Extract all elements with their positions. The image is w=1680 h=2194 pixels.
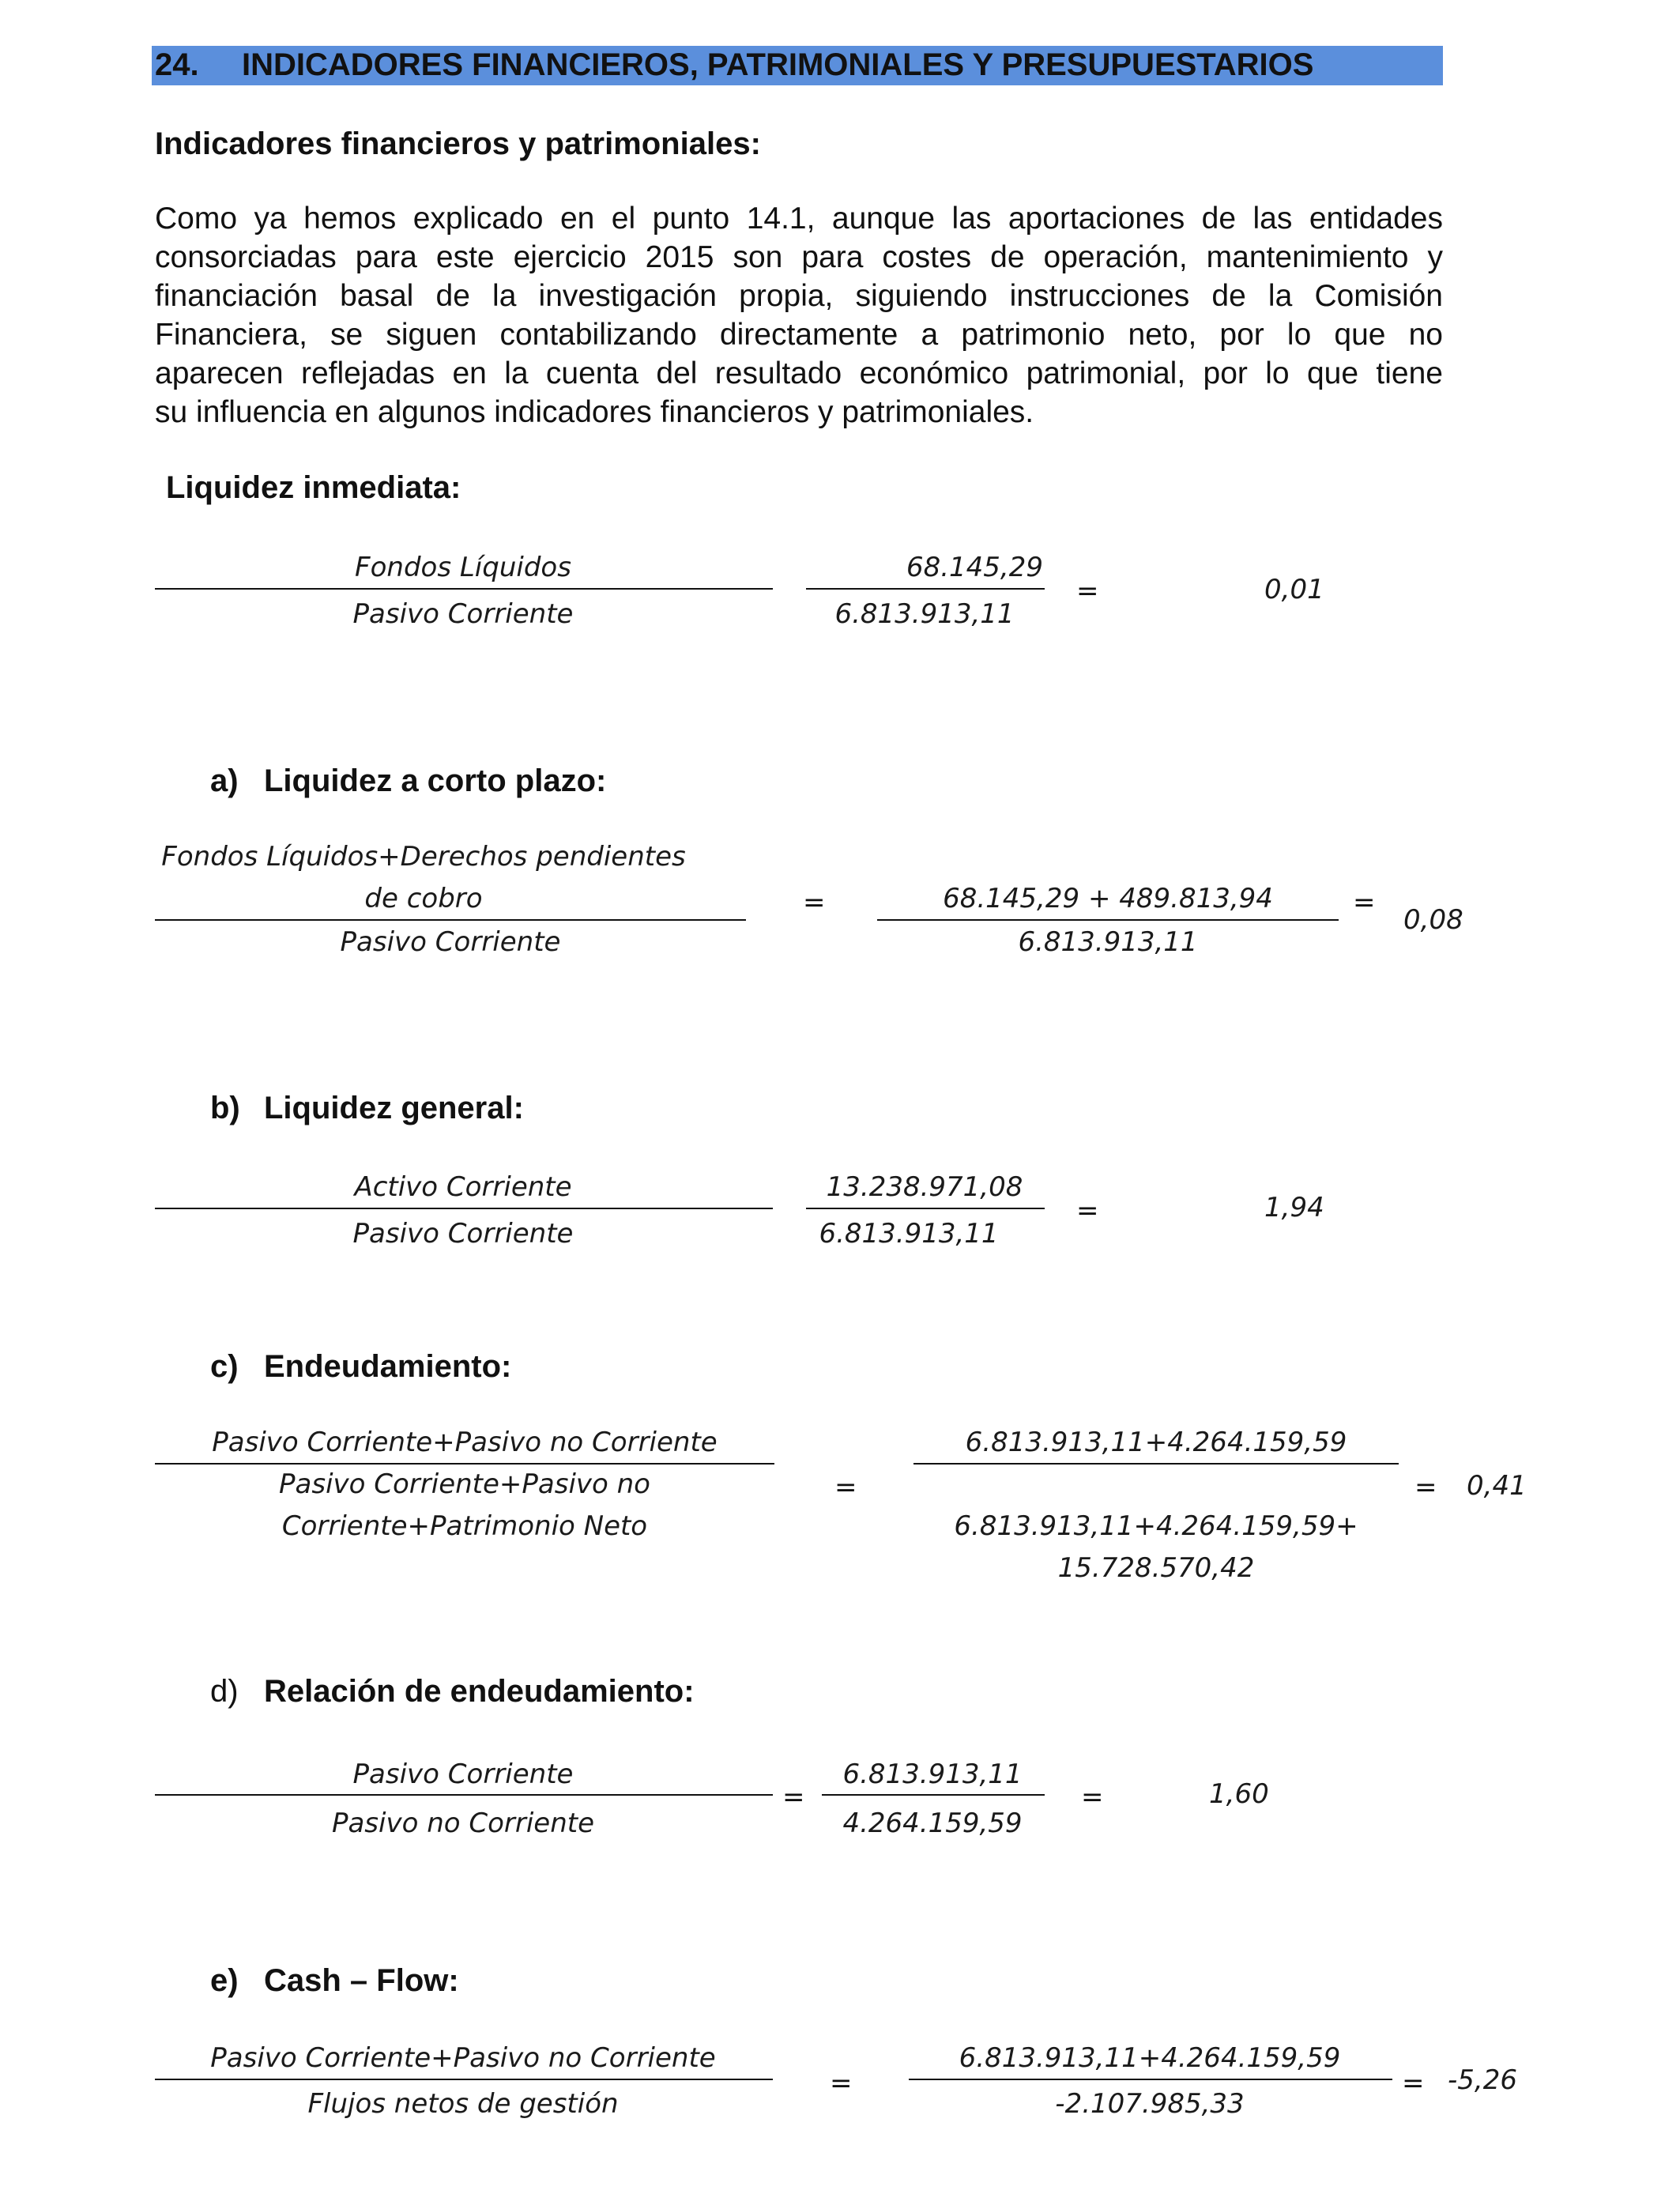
denominator-label: Pasivo Corriente bbox=[340, 926, 561, 958]
item-letter: c) bbox=[210, 1349, 239, 1384]
fraction-bar bbox=[155, 1794, 773, 1796]
numerator-value: 6.813.913,11 bbox=[842, 1759, 1023, 1790]
numerator-label: de cobro bbox=[364, 883, 483, 914]
numerator-value: 68.145,29 + 489.813,94 bbox=[943, 883, 1273, 914]
equals-sign: = bbox=[803, 887, 826, 918]
denominator-label: Pasivo Corriente bbox=[352, 1218, 574, 1250]
fraction-bar bbox=[155, 2079, 773, 2080]
liquidez-inmediata-heading: Liquidez inmediata: bbox=[166, 470, 461, 505]
denominator-value: 6.813.913,11 bbox=[819, 1218, 999, 1250]
fraction-bar bbox=[155, 1208, 773, 1209]
denominator-label: Pasivo Corriente+Pasivo no bbox=[279, 1468, 650, 1500]
equals-sign: = bbox=[782, 1781, 805, 1813]
paragraph-line: Financiera, se siguen contabilizando directamente a patrimonio neto, por lo que no bbox=[155, 318, 1443, 352]
numerator-label: Activo Corriente bbox=[354, 1171, 572, 1203]
fraction-bar bbox=[913, 1463, 1399, 1465]
paragraph-line: financiación basal de la investigación propia, siguiendo instrucciones de la Comisión bbox=[155, 279, 1443, 313]
denominator-value: 4.264.159,59 bbox=[842, 1808, 1023, 1839]
numerator-value: 6.813.913,11+4.264.159,59 bbox=[959, 2042, 1341, 2074]
denominator-label: Corriente+Patrimonio Neto bbox=[281, 1510, 648, 1542]
item-letter: b) bbox=[210, 1091, 240, 1125]
equals-sign: = bbox=[834, 1472, 857, 1503]
result-value: 0,41 bbox=[1467, 1470, 1527, 1502]
denominator-label: Pasivo no Corriente bbox=[331, 1808, 595, 1839]
equals-sign: = bbox=[830, 2068, 853, 2099]
denominator-label: Flujos netos de gestión bbox=[307, 2088, 619, 2120]
denominator-value: 6.813.913,11+4.264.159,59+ bbox=[954, 1510, 1358, 1542]
fraction-bar bbox=[155, 919, 746, 921]
numerator-label: Fondos Líquidos+Derechos pendientes bbox=[161, 841, 686, 873]
item-letter: e) bbox=[210, 1963, 239, 1998]
result-value: 0,01 bbox=[1264, 574, 1324, 605]
result-value: -5,26 bbox=[1448, 2064, 1517, 2096]
numerator-label: Pasivo Corriente bbox=[352, 1759, 574, 1790]
numerator-value: 68.145,29 bbox=[906, 552, 1043, 583]
fraction-bar bbox=[155, 588, 773, 590]
item-letter: a) bbox=[210, 763, 239, 798]
cashflow-heading: Cash – Flow: bbox=[264, 1963, 459, 1998]
paragraph-line: su influencia en algunos indicadores financieros y patrimoniales. bbox=[155, 395, 1034, 429]
result-value: 1,60 bbox=[1209, 1778, 1269, 1810]
numerator-value: 6.813.913,11+4.264.159,59 bbox=[965, 1427, 1347, 1458]
fraction-bar bbox=[877, 919, 1339, 921]
denominator-value: -2.107.985,33 bbox=[1055, 2088, 1245, 2120]
numerator-value: 13.238.971,08 bbox=[826, 1171, 1023, 1203]
fraction-bar bbox=[822, 1794, 1045, 1796]
equals-sign: = bbox=[1402, 2068, 1425, 2099]
numerator-label: Pasivo Corriente+Pasivo no Corriente bbox=[212, 1427, 718, 1458]
numerator-label: Pasivo Corriente+Pasivo no Corriente bbox=[210, 2042, 716, 2074]
equals-sign: = bbox=[1076, 575, 1099, 607]
subtitle: Indicadores financieros y patrimoniales: bbox=[155, 126, 761, 161]
equals-sign: = bbox=[1414, 1472, 1437, 1503]
endeudamiento-heading: Endeudamiento: bbox=[264, 1349, 512, 1384]
denominator-value: 6.813.913,11 bbox=[1018, 926, 1198, 958]
fraction-bar bbox=[909, 2079, 1392, 2080]
relacion-heading: Relación de endeudamiento: bbox=[264, 1674, 695, 1709]
section-title: INDICADORES FINANCIEROS, PATRIMONIALES Y PRESUPUESTARIOS bbox=[242, 47, 1314, 82]
equals-sign: = bbox=[1353, 887, 1376, 918]
equals-sign: = bbox=[1076, 1195, 1099, 1227]
corto-plazo-heading: Liquidez a corto plazo: bbox=[264, 763, 607, 798]
result-value: 1,94 bbox=[1264, 1192, 1324, 1223]
intro-paragraph bbox=[155, 199, 1443, 432]
result-value: 0,08 bbox=[1403, 904, 1463, 936]
paragraph-line: aparecen reflejadas en la cuenta del resultado económico patrimonial, por lo que tiene bbox=[155, 356, 1443, 390]
item-letter: d) bbox=[210, 1674, 239, 1709]
fraction-bar bbox=[155, 1463, 774, 1465]
denominator-value: 15.728.570,42 bbox=[1057, 1552, 1255, 1584]
denominator-value: 6.813.913,11 bbox=[834, 598, 1015, 630]
paragraph-line: Como ya hemos explicado en el punto 14.1, aunque las aportaciones de las entidades bbox=[155, 202, 1443, 236]
denominator-label: Pasivo Corriente bbox=[352, 598, 574, 630]
fraction-bar bbox=[806, 588, 1045, 590]
paragraph-line: consorciadas para este ejercicio 2015 son para costes de operación, mantenimiento y bbox=[155, 240, 1443, 274]
equals-sign: = bbox=[1081, 1781, 1104, 1813]
general-heading: Liquidez general: bbox=[264, 1091, 524, 1125]
section-number: 24. bbox=[155, 47, 199, 82]
numerator-label: Fondos Líquidos bbox=[355, 552, 571, 583]
fraction-bar bbox=[806, 1208, 1045, 1209]
